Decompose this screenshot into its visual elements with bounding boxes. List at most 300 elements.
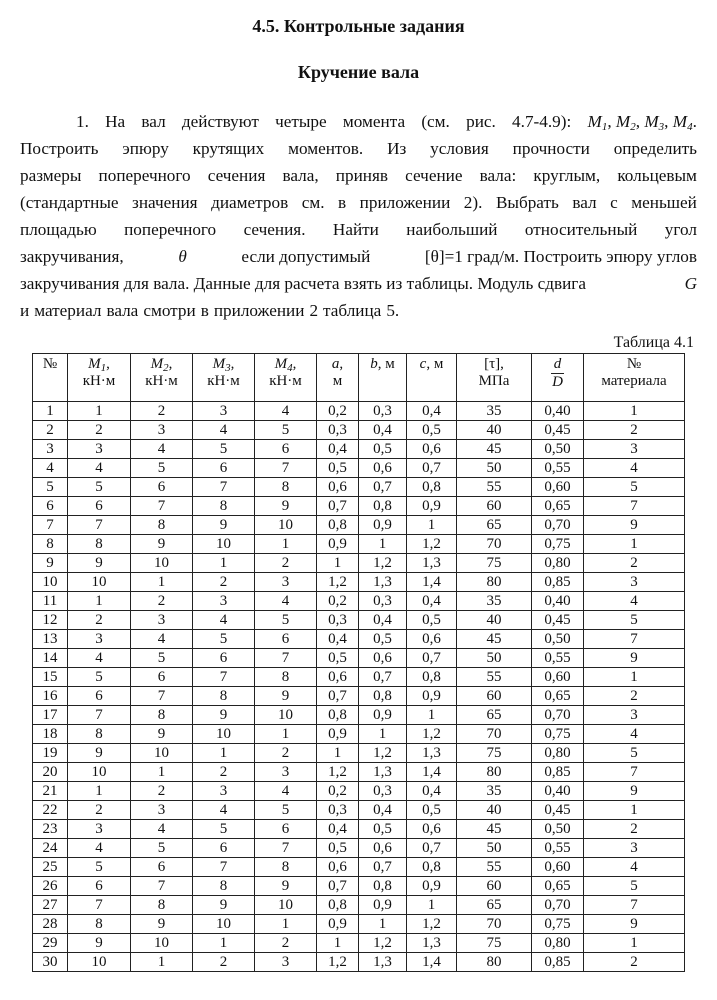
table-cell: 45 <box>457 630 532 649</box>
table-cell: 5 <box>68 858 131 877</box>
table-cell: 2 <box>131 592 193 611</box>
table-cell: 0,6 <box>407 630 457 649</box>
table-cell: 1 <box>33 402 68 421</box>
table-row <box>33 497 685 516</box>
table-row <box>33 953 685 972</box>
table-cell: 65 <box>457 706 532 725</box>
table-cell: 0,7 <box>407 649 457 668</box>
table-cell: 70 <box>457 915 532 934</box>
table-cell: 8 <box>131 706 193 725</box>
table-cell: 0,7 <box>317 497 359 516</box>
table-row <box>33 782 685 801</box>
table-cell: 17 <box>33 706 68 725</box>
table-cell: 0,60 <box>532 858 584 877</box>
header-d-ratio: $\frac{d}{D}$ <box>532 354 584 402</box>
table-cell: 2 <box>584 554 685 573</box>
table-cell: 0,7 <box>359 478 407 497</box>
table-cell: 2 <box>584 421 685 440</box>
table-cell: 0,75 <box>532 915 584 934</box>
table-cell: 1,2 <box>407 535 457 554</box>
table-cell: 29 <box>33 934 68 953</box>
table-cell: 13 <box>33 630 68 649</box>
table-cell: 3 <box>584 573 685 592</box>
table-cell: 0,3 <box>317 801 359 820</box>
table-cell: 2 <box>68 611 131 630</box>
table-cell: 4 <box>255 782 317 801</box>
table-cell: 0,8 <box>359 497 407 516</box>
table-cell: 1,2 <box>359 744 407 763</box>
table-cell: 4 <box>131 630 193 649</box>
table-row <box>33 706 685 725</box>
table-cell: 75 <box>457 934 532 953</box>
table-cell: 5 <box>68 478 131 497</box>
table-cell: 80 <box>457 763 532 782</box>
table-cell: 6 <box>193 839 255 858</box>
table-cell: 10 <box>255 706 317 725</box>
table-cell: 0,6 <box>359 839 407 858</box>
table-cell: 0,8 <box>359 687 407 706</box>
table-cell: 4 <box>33 459 68 478</box>
paragraph-line: размеры поперечного сечения вала, приняв сечение вала: круглым, кольцевым <box>20 166 697 185</box>
table-cell: 7 <box>193 668 255 687</box>
table-cell: 1,2 <box>317 573 359 592</box>
table-cell: 8 <box>68 915 131 934</box>
table-cell: 1 <box>584 535 685 554</box>
table-cell: 60 <box>457 877 532 896</box>
table-cell: 0,9 <box>359 896 407 915</box>
table-cell: 4 <box>584 858 685 877</box>
table-cell: 9 <box>68 554 131 573</box>
table-cell: 45 <box>457 820 532 839</box>
table-cell: 0,45 <box>532 801 584 820</box>
table-cell: 0,45 <box>532 611 584 630</box>
table-cell: 0,50 <box>532 440 584 459</box>
table-cell: 6 <box>131 668 193 687</box>
table-cell: 0,3 <box>317 421 359 440</box>
table-cell: 0,60 <box>532 668 584 687</box>
table-cell: 5 <box>255 611 317 630</box>
text: если допустимый <box>241 247 371 266</box>
table-cell: 4 <box>193 801 255 820</box>
table-cell: 4 <box>68 839 131 858</box>
data-table <box>32 353 685 972</box>
table-cell: 6 <box>68 687 131 706</box>
text: На <box>105 112 126 131</box>
table-cell: 10 <box>68 573 131 592</box>
table-cell: 4 <box>193 611 255 630</box>
table-cell: 1 <box>584 801 685 820</box>
table-row <box>33 611 685 630</box>
table-cell: 2 <box>68 801 131 820</box>
table-cell: 9 <box>255 687 317 706</box>
table-cell: 30 <box>33 953 68 972</box>
table-cell: 7 <box>68 896 131 915</box>
table-cell: 9 <box>193 896 255 915</box>
table-cell: 10 <box>131 554 193 573</box>
table-cell: 1 <box>359 535 407 554</box>
table-cell: 0,2 <box>317 782 359 801</box>
table-cell: 1,2 <box>359 934 407 953</box>
table-cell: 6 <box>68 877 131 896</box>
table-cell: 0,7 <box>359 858 407 877</box>
table-cell: 4 <box>584 725 685 744</box>
table-cell: 0,55 <box>532 839 584 858</box>
table-cell: 0,85 <box>532 573 584 592</box>
table-cell: 1 <box>407 706 457 725</box>
paragraph-line: площадью поперечного сечения. Найти наибольший относительный угол <box>20 220 697 239</box>
table-cell: 8 <box>193 497 255 516</box>
text: действуют <box>181 112 259 131</box>
table-cell: 2 <box>255 744 317 763</box>
table-cell: 0,55 <box>532 649 584 668</box>
text: закручивания для вала. Данные для расчета взять из таблицы. Модуль сдвига <box>20 274 586 293</box>
table-cell: 12 <box>33 611 68 630</box>
table-cell: 0,6 <box>317 858 359 877</box>
table-row <box>33 744 685 763</box>
table-cell: 1 <box>255 915 317 934</box>
table-cell: 35 <box>457 402 532 421</box>
table-cell: 10 <box>131 744 193 763</box>
table-cell: 0,4 <box>317 440 359 459</box>
table-cell: 0,8 <box>407 858 457 877</box>
table-cell: 26 <box>33 877 68 896</box>
table-cell: 1 <box>584 668 685 687</box>
table-cell: 8 <box>33 535 68 554</box>
text: [θ]=1 град/м. Построить эпюру углов <box>424 247 697 266</box>
table-cell: 2 <box>193 573 255 592</box>
table-cell: 1 <box>584 402 685 421</box>
table-cell: 3 <box>584 440 685 459</box>
table-cell: 9 <box>584 649 685 668</box>
table-cell: 0,8 <box>407 668 457 687</box>
section-heading: 4.5. Контрольные задания <box>252 16 465 36</box>
table-cell: 0,8 <box>317 706 359 725</box>
table-cell: 6 <box>255 630 317 649</box>
table-cell: 0,6 <box>359 649 407 668</box>
table-cell: 0,4 <box>359 611 407 630</box>
table-cell: 0,80 <box>532 554 584 573</box>
table-cell: 6 <box>193 459 255 478</box>
table-cell: 40 <box>457 611 532 630</box>
table-cell: 3 <box>255 573 317 592</box>
header-material: № материала <box>584 354 685 402</box>
table-cell: 5 <box>131 649 193 668</box>
table-cell: 19 <box>33 744 68 763</box>
table-cell: 7 <box>131 497 193 516</box>
table-cell: 3 <box>193 782 255 801</box>
table-cell: 0,9 <box>407 687 457 706</box>
table-row <box>33 440 685 459</box>
table-cell: 2 <box>68 421 131 440</box>
table-cell: 80 <box>457 953 532 972</box>
table-cell: 50 <box>457 649 532 668</box>
header-m3: $M_3$, кН·м <box>193 354 255 402</box>
table-cell: 0,4 <box>359 421 407 440</box>
task-paragraph <box>20 108 697 324</box>
table-cell: 0,8 <box>359 877 407 896</box>
header-a: a, м <box>317 354 359 402</box>
table-cell: 0,45 <box>532 421 584 440</box>
table-row <box>33 592 685 611</box>
table-cell: 7 <box>131 687 193 706</box>
table-cell: 1,4 <box>407 573 457 592</box>
table-cell: 0,75 <box>532 535 584 554</box>
table-cell: 9 <box>33 554 68 573</box>
table-row <box>33 516 685 535</box>
table-cell: 0,85 <box>532 953 584 972</box>
table-cell: 0,4 <box>407 402 457 421</box>
table-cell: 2 <box>193 763 255 782</box>
table-cell: 3 <box>68 630 131 649</box>
table-cell: 27 <box>33 896 68 915</box>
table-cell: 10 <box>68 763 131 782</box>
table-cell: 0,6 <box>407 820 457 839</box>
table-row <box>33 554 685 573</box>
table-cell: 0,9 <box>317 725 359 744</box>
table-cell: 7 <box>255 649 317 668</box>
table-cell: 4 <box>584 592 685 611</box>
header-m2: $M_2$, кН·м <box>131 354 193 402</box>
table-cell: 1 <box>131 763 193 782</box>
text: четыре <box>275 112 327 131</box>
table-row <box>33 839 685 858</box>
table-cell: 0,4 <box>359 801 407 820</box>
table-cell: 5 <box>193 820 255 839</box>
table-cell: 9 <box>584 915 685 934</box>
table-row <box>33 535 685 554</box>
table-cell: 10 <box>255 896 317 915</box>
table-cell: 1 <box>317 744 359 763</box>
table-cell: 0,7 <box>317 687 359 706</box>
table-cell: 0,55 <box>532 459 584 478</box>
table-cell: 0,5 <box>407 611 457 630</box>
table-cell: 2 <box>255 554 317 573</box>
table-cell: 5 <box>584 611 685 630</box>
table-cell: 10 <box>68 953 131 972</box>
table-cell: 1,3 <box>359 573 407 592</box>
table-cell: 55 <box>457 668 532 687</box>
table-cell: 1 <box>317 554 359 573</box>
table-cell: 5 <box>255 421 317 440</box>
table-cell: 0,4 <box>407 592 457 611</box>
table-cell: 7 <box>584 630 685 649</box>
table-cell: 0,85 <box>532 763 584 782</box>
table-cell: 7 <box>33 516 68 535</box>
table-cell: 0,3 <box>359 402 407 421</box>
table-cell: 0,4 <box>407 782 457 801</box>
table-cell: 1,3 <box>407 744 457 763</box>
text: 1. <box>76 112 89 131</box>
table-cell: 1,4 <box>407 953 457 972</box>
table-cell: 6 <box>193 649 255 668</box>
table-cell: 0,60 <box>532 478 584 497</box>
table-cell: 5 <box>131 839 193 858</box>
paragraph-line: и материал вала смотри в приложении 2 таблица 5. <box>20 301 400 320</box>
table-cell: 1 <box>193 744 255 763</box>
table-cell: 0,70 <box>532 516 584 535</box>
table-cell: 0,4 <box>317 820 359 839</box>
table-row <box>33 630 685 649</box>
table-cell: 25 <box>33 858 68 877</box>
table-cell: 0,7 <box>359 668 407 687</box>
table-cell: 1 <box>359 725 407 744</box>
table-cell: 1 <box>359 915 407 934</box>
table-cell: 6 <box>68 497 131 516</box>
table-cell: 0,65 <box>532 877 584 896</box>
table-cell: 8 <box>193 877 255 896</box>
table-cell: 3 <box>68 440 131 459</box>
table-cell: 4 <box>255 592 317 611</box>
table-cell: 1,2 <box>359 554 407 573</box>
table-cell: 7 <box>193 478 255 497</box>
table-cell: 9 <box>584 516 685 535</box>
table-cell: 7 <box>255 459 317 478</box>
table-cell: 0,6 <box>317 478 359 497</box>
table-cell: 28 <box>33 915 68 934</box>
paragraph-line <box>20 243 697 270</box>
table-row <box>33 763 685 782</box>
table-cell: 0,3 <box>317 611 359 630</box>
table-cell: 9 <box>68 934 131 953</box>
table-cell: 11 <box>33 592 68 611</box>
header-b: b, м <box>359 354 407 402</box>
table-cell: 1,2 <box>317 763 359 782</box>
table-cell: 0,5 <box>359 820 407 839</box>
table-cell: 3 <box>255 763 317 782</box>
table-cell: 22 <box>33 801 68 820</box>
table-cell: 6 <box>131 858 193 877</box>
table-cell: 3 <box>131 421 193 440</box>
table-cell: 2 <box>131 402 193 421</box>
table-cell: 9 <box>68 744 131 763</box>
table-cell: 8 <box>255 668 317 687</box>
table-cell: 9 <box>131 535 193 554</box>
table-cell: 0,7 <box>407 459 457 478</box>
table-cell: 1,3 <box>407 554 457 573</box>
table-cell: 1,3 <box>407 934 457 953</box>
table-cell: 9 <box>255 877 317 896</box>
table-row <box>33 934 685 953</box>
text: 4.7-4.9): <box>512 112 572 131</box>
table-cell: 35 <box>457 782 532 801</box>
table-cell: 0,8 <box>317 896 359 915</box>
table-row <box>33 478 685 497</box>
table-cell: 10 <box>193 725 255 744</box>
table-cell: 0,9 <box>317 915 359 934</box>
table-row <box>33 649 685 668</box>
header-num: № <box>33 354 68 402</box>
table-cell: 2 <box>193 953 255 972</box>
table-cell: 60 <box>457 497 532 516</box>
table-cell: 9 <box>131 915 193 934</box>
table-row <box>33 687 685 706</box>
table-cell: 21 <box>33 782 68 801</box>
table-row <box>33 896 685 915</box>
table-cell: 7 <box>131 877 193 896</box>
table-cell: 70 <box>457 725 532 744</box>
table-caption: Таблица 4.1 <box>613 334 694 351</box>
shear-modulus-symbol: G <box>684 274 697 293</box>
table-cell: 20 <box>33 763 68 782</box>
table-cell: 50 <box>457 839 532 858</box>
table-cell: 8 <box>255 858 317 877</box>
table-cell: 8 <box>255 478 317 497</box>
table-row <box>33 402 685 421</box>
table-row <box>33 668 685 687</box>
table-cell: 40 <box>457 421 532 440</box>
table-cell: 50 <box>457 459 532 478</box>
table-cell: 6 <box>131 478 193 497</box>
table-cell: 45 <box>457 440 532 459</box>
table-cell: 10 <box>255 516 317 535</box>
table-cell: 0,9 <box>359 516 407 535</box>
table-cell: 65 <box>457 516 532 535</box>
table-cell: 0,3 <box>359 782 407 801</box>
table-cell: 4 <box>584 459 685 478</box>
table-cell: 0,70 <box>532 706 584 725</box>
table-cell: 40 <box>457 801 532 820</box>
table-cell: 3 <box>584 706 685 725</box>
table-cell: 4 <box>131 440 193 459</box>
table-cell: 5 <box>255 801 317 820</box>
table-cell: 10 <box>131 934 193 953</box>
table-cell: 18 <box>33 725 68 744</box>
table-cell: 0,70 <box>532 896 584 915</box>
table-cell: 5 <box>131 459 193 478</box>
table-cell: 1 <box>68 402 131 421</box>
table-cell: 15 <box>33 668 68 687</box>
header-c: c, м <box>407 354 457 402</box>
header-m1: $M_1$, кН·м <box>68 354 131 402</box>
table-cell: 0,5 <box>407 801 457 820</box>
table-cell: 2 <box>584 820 685 839</box>
table-row <box>33 820 685 839</box>
table-cell: 23 <box>33 820 68 839</box>
table-cell: 0,5 <box>359 630 407 649</box>
table-cell: 5 <box>68 668 131 687</box>
table-cell: 5 <box>584 478 685 497</box>
table-cell: 0,3 <box>359 592 407 611</box>
table-row <box>33 801 685 820</box>
table-cell: 2 <box>584 953 685 972</box>
table-cell: 0,80 <box>532 934 584 953</box>
table-cell: 0,65 <box>532 687 584 706</box>
table-cell: 0,9 <box>407 497 457 516</box>
moments-list: $M_1$, $M_2$, $M_3$, $M_4$. <box>587 112 697 133</box>
table-cell: 0,8 <box>407 478 457 497</box>
table-cell: 80 <box>457 573 532 592</box>
table-cell: 0,9 <box>317 535 359 554</box>
subsection-heading: Кручение вала <box>297 62 420 82</box>
table-row <box>33 421 685 440</box>
table-cell: 0,40 <box>532 592 584 611</box>
table-cell: 14 <box>33 649 68 668</box>
table-cell: 3 <box>193 402 255 421</box>
table-cell: 6 <box>255 820 317 839</box>
table-cell: 3 <box>584 839 685 858</box>
table-cell: 0,80 <box>532 744 584 763</box>
table-cell: 7 <box>68 516 131 535</box>
table-cell: 0,5 <box>407 421 457 440</box>
table-cell: 8 <box>193 687 255 706</box>
table-cell: 2 <box>131 782 193 801</box>
table-cell: 1 <box>317 934 359 953</box>
table-cell: 10 <box>33 573 68 592</box>
table-cell: 75 <box>457 554 532 573</box>
table-cell: 0,6 <box>317 668 359 687</box>
table-cell: 4 <box>68 649 131 668</box>
table-cell: 8 <box>68 725 131 744</box>
